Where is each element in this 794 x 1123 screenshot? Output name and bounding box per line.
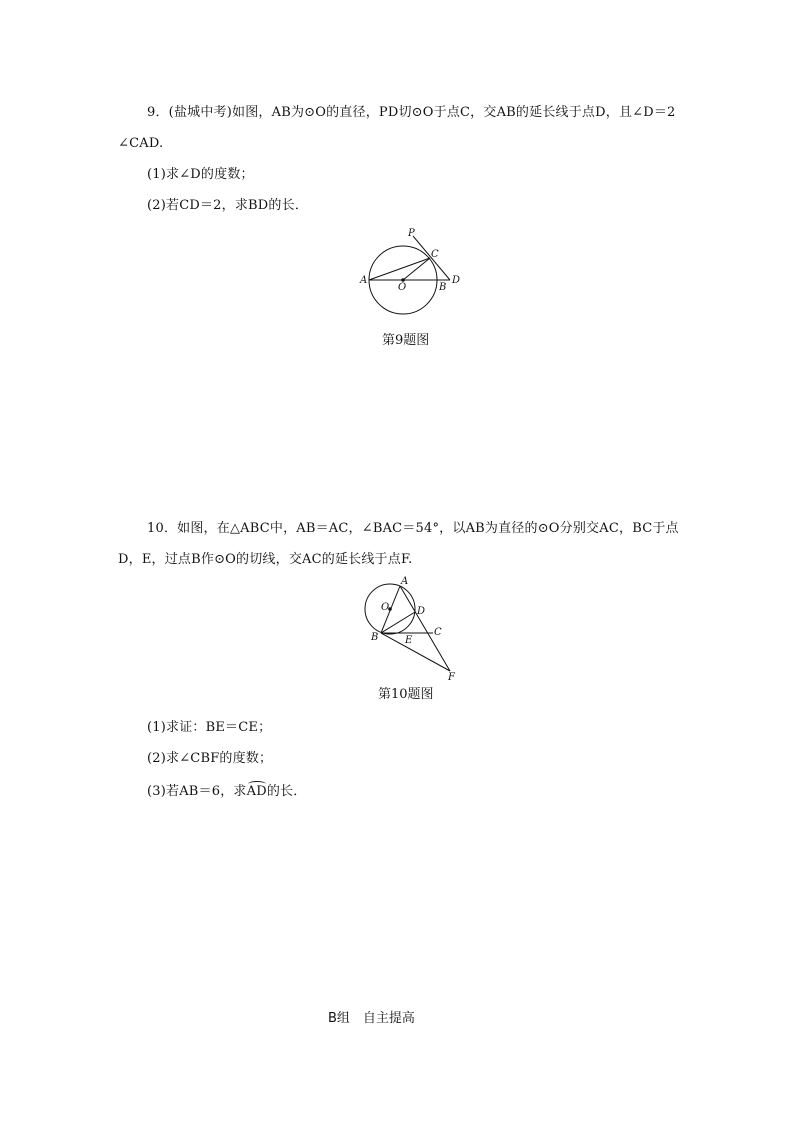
q9-label-c: C <box>431 249 439 260</box>
q9-label-a: A <box>360 275 368 286</box>
q10-part-3 <box>147 783 306 801</box>
q10-part-3-before: (3)若AB＝6，求 <box>147 784 247 799</box>
q9-line-ac <box>369 258 430 280</box>
q10-line-bf <box>381 633 450 671</box>
q9-label-d: D <box>452 275 461 286</box>
q10-label-d: D <box>417 606 426 617</box>
q10-line-bd <box>381 612 415 633</box>
q9-part-1: (1)求∠D的度数； <box>147 167 254 182</box>
q10-stem-line-2: D，E，过点B作⊙O的切线，交AC的延长线于点F. <box>118 552 413 567</box>
q10-label-e: E <box>405 635 413 646</box>
section-title: B组 自主提高 <box>328 1011 415 1026</box>
q10-part-2: (2)求∠CBF的度数； <box>147 751 273 766</box>
q10-part-3-after: 的长． <box>266 784 307 799</box>
q10-figure <box>366 572 466 683</box>
q10-line-af <box>400 586 450 671</box>
q10-figure-caption: 第10题图 <box>378 687 434 702</box>
q10-label-f: F <box>448 672 455 683</box>
q9-stem-line-2: ∠CAD. <box>118 136 164 151</box>
q10-stem-line-1: 10．如图，在△ABC中，AB＝AC，∠BAC＝54°，以AB为直径的⊙O分别交AC，BC于点 <box>147 521 679 536</box>
q9-figure <box>358 228 468 323</box>
q10-part-1: (1)求证：BE＝CE； <box>147 720 272 735</box>
q9-label-o: O <box>398 282 407 293</box>
q9-line-oc <box>403 258 430 280</box>
q9-label-b: B <box>439 282 447 293</box>
q10-label-b: B <box>371 632 379 643</box>
q10-label-a: A <box>401 576 409 587</box>
q10-label-c: C <box>434 627 442 638</box>
q9-stem-line-1: 9．(盐城中考)如图，AB为⊙O的直径，PD切⊙O于点C，交AB的延长线于点D，且∠D＝2 <box>147 105 676 120</box>
q10-arc-ad: AD <box>246 784 267 799</box>
q9-figure-caption: 第9题图 <box>382 333 430 348</box>
q9-label-p: P <box>408 228 415 239</box>
q10-label-o: O <box>381 602 390 613</box>
q9-part-2: (2)若CD＝2，求BD的长． <box>147 198 309 213</box>
